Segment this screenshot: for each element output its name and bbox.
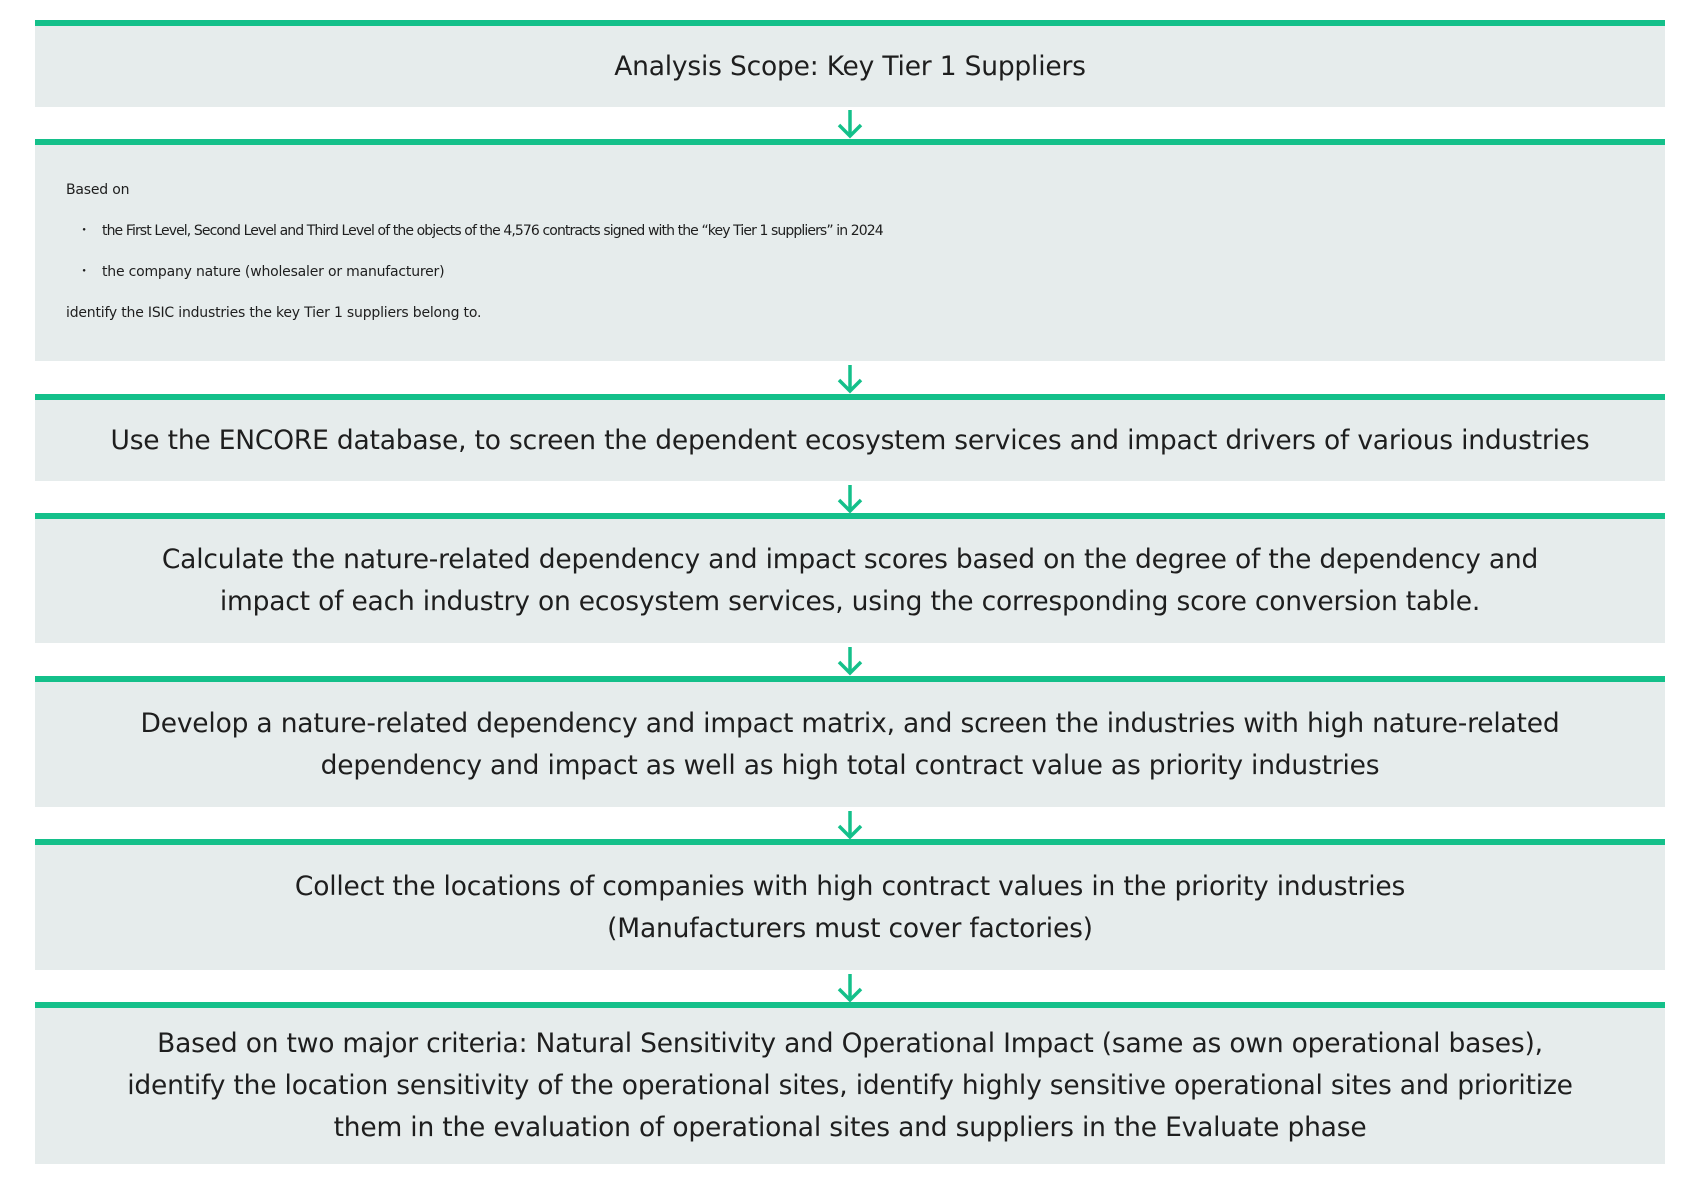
bullet-icon: ・ [77, 223, 91, 239]
step-4-line-1: Calculate the nature-related dependency and impact scores based on the degree of the dependency and [161, 544, 1539, 575]
down-arrow-icon [836, 646, 864, 676]
bullet-icon: ・ [77, 264, 91, 280]
step-2-bullet-1-text: the First Level, Second Level and Third Level of the objects of the 4,576 contracts signed with the “key Tier 1 suppliers” in 2024 [102, 223, 883, 239]
step-3-line-1: Use the ENCORE database, to screen the dependent ecosystem services and impact drivers of various industries [110, 424, 1590, 456]
down-arrow-icon [836, 364, 864, 394]
down-arrow-icon [836, 484, 864, 514]
step-7-line-3: them in the evaluation of operational sites and suppliers in the Evaluate phase [333, 1112, 1367, 1143]
flow-step-6 [35, 839, 1665, 970]
step-5-line-2: dependency and impact as well as high total contract value as priority industries [320, 749, 1380, 781]
step-7-line-2: identify the location sensitivity of the operational sites, identify highly sensitive operational sites and prioritize [127, 1070, 1573, 1101]
step-2-intro: Based on [66, 182, 130, 198]
step-2-bullet-2 [66, 252, 1665, 293]
step-2-bullet-1 [66, 211, 1665, 252]
step-6-line-2: (Manufacturers must cover factories) [607, 912, 1093, 944]
step-1-line-1: Analysis Scope: Key Tier 1 Suppliers [614, 50, 1086, 82]
down-arrow-icon [836, 973, 864, 1003]
flow-step-7 [35, 1002, 1665, 1164]
flow-step-1 [35, 20, 1665, 107]
step-6-line-1: Collect the locations of companies with high contract values in the priority industries [294, 870, 1406, 902]
step-4-line-2: impact of each industry on ecosystem services, using the corresponding score conversion table. [219, 586, 1481, 617]
flow-step-3 [35, 394, 1665, 481]
flow-step-4 [35, 513, 1665, 643]
flow-step-5 [35, 676, 1665, 807]
flow-step-2 [35, 139, 1665, 361]
down-arrow-icon [836, 109, 864, 139]
step-5-line-1: Develop a nature-related dependency and impact matrix, and screen the industries with high nature-related [140, 707, 1560, 739]
step-2-bullet-2-text: the company nature (wholesaler or manufacturer) [102, 264, 445, 280]
down-arrow-icon [836, 810, 864, 840]
step-2-outro: identify the ISIC industries the key Tier 1 suppliers belong to. [66, 305, 482, 321]
step-7-line-1: Based on two major criteria: Natural Sensitivity and Operational Impact (same as own operational bases), [157, 1028, 1543, 1059]
